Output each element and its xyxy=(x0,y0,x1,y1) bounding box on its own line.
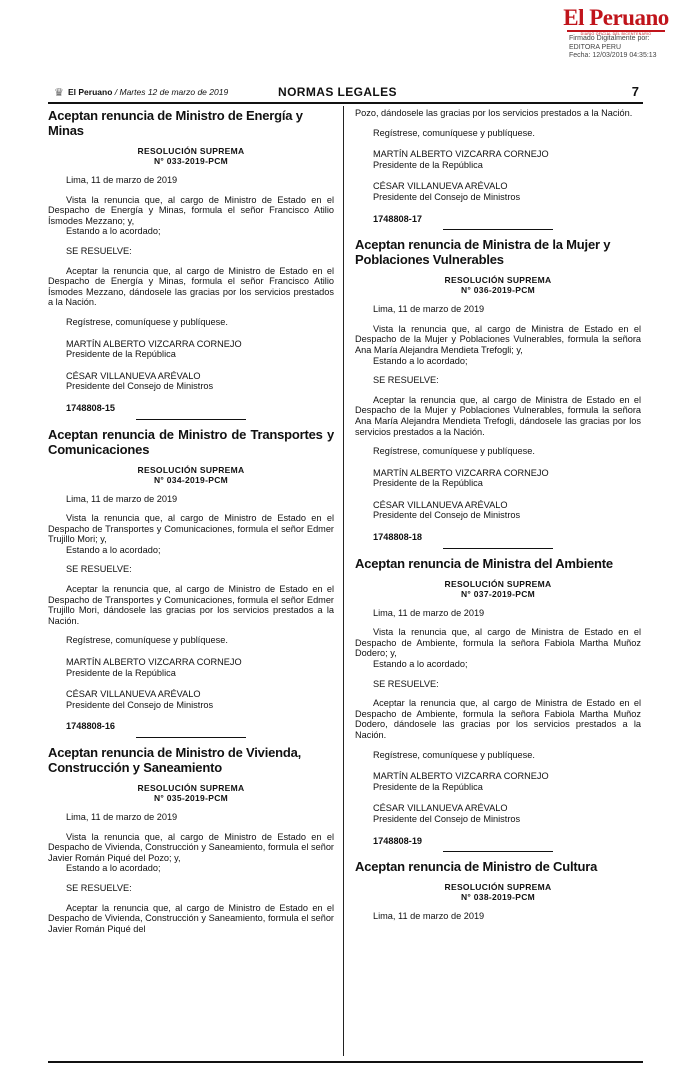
article-cultura xyxy=(355,859,641,922)
digital-signature-stamp xyxy=(569,35,657,61)
article-title: Aceptan renuncia de Ministra del Ambiente xyxy=(355,555,613,571)
pcm-signature xyxy=(355,181,641,202)
resolution-number: N° 037-2019-PCM xyxy=(460,588,536,599)
president-title: Presidente de la República xyxy=(373,159,483,170)
resolution-type: RESOLUCIÓN SUPREMA xyxy=(444,578,552,589)
resolution-type: RESOLUCIÓN SUPREMA xyxy=(137,464,245,475)
signature-line-1: Firmado Digitalmente por: xyxy=(569,35,650,42)
resolves-text: SE RESUELVE: xyxy=(66,245,132,256)
register-text: Regístrese, comuníquese y publíquese. xyxy=(373,749,535,760)
pcm-signature xyxy=(355,500,641,521)
resolution-type: RESOLUCIÓN SUPREMA xyxy=(444,882,552,893)
president-signature xyxy=(48,657,334,678)
publication-date: / Martes 12 de marzo de 2019 xyxy=(112,87,229,97)
resolution-number: N° 034-2019-PCM xyxy=(153,474,229,485)
president-signature xyxy=(355,771,641,792)
considering-text: Vista la renuncia que, al cargo de Ministro de Estado en el Despacho de Transportes y Comunicaciones, formula el señor Edmer Trujillo Mori; y, xyxy=(48,513,334,545)
pcm-name: CÉSAR VILLANUEVA ARÉVALO xyxy=(373,499,508,510)
pcm-name: CÉSAR VILLANUEVA ARÉVALO xyxy=(373,181,508,192)
pcm-title: Presidente del Consejo de Ministros xyxy=(373,813,521,824)
article-text: Aceptar la renuncia que, al cargo de Ministro de Estado en el Despacho de Energía y Minas, formula el señor Francisco Atilio Ísmodes Mezzano, dándosele las gracias por los servicios prestados a la Nación. xyxy=(48,265,334,308)
president-title: Presidente de la República xyxy=(373,478,483,489)
article-text: Aceptar la renuncia que, al cargo de Ministra de Estado en el Despacho de Ambiente, formula la señora Fabiola Martha Muñoz Dodero, dándosele las gracias por los servicios prestados a la Nación. xyxy=(355,698,641,740)
pcm-title: Presidente del Consejo de Ministros xyxy=(373,191,521,202)
president-name: MARTÍN ALBERTO VIZCARRA CORNEJO xyxy=(373,467,549,478)
continuation-text: Pozo, dándosele las gracias por los servicios prestados a la Nación. xyxy=(355,108,633,118)
article-title: Aceptan renuncia de Ministro de Energía y Minas xyxy=(48,108,303,138)
article-title: Aceptan renuncia de Ministro de Transportes y Comunicaciones xyxy=(48,426,334,457)
date-line: Lima, 11 de marzo de 2019 xyxy=(373,607,485,618)
pcm-signature xyxy=(355,803,641,824)
pcm-name: CÉSAR VILLANUEVA ARÉVALO xyxy=(66,370,201,381)
resolution-number: N° 038-2019-PCM xyxy=(460,892,536,903)
pcm-title: Presidente del Consejo de Ministros xyxy=(66,699,214,710)
resolution-type: RESOLUCIÓN SUPREMA xyxy=(137,783,245,793)
page-number: 7 xyxy=(631,84,639,99)
footer-rule xyxy=(48,1061,643,1063)
article-text: Aceptar la renuncia que, al cargo de Ministro de Estado en el Despacho de Transportes y Comunicaciones, formula el señor Edmer Trujillo Mori, dándosele las gracias por los servicios prestados a la Nación. xyxy=(48,584,334,626)
publication-title: El Peruano xyxy=(68,87,113,97)
agreed-text: Estando a lo acordado; xyxy=(373,355,468,366)
signature-line-3: Fecha: 12/03/2019 04:35:13 xyxy=(569,52,657,59)
separator xyxy=(443,229,553,230)
pcm-title: Presidente del Consejo de Ministros xyxy=(373,510,521,521)
agreed-text: Estando a lo acordado; xyxy=(66,863,161,874)
resolution-number: N° 035-2019-PCM xyxy=(153,793,229,803)
article-title: Aceptan renuncia de Ministro de Vivienda, Construcción y Saneamiento xyxy=(48,745,302,775)
right-column xyxy=(355,108,641,1058)
president-title: Presidente de la República xyxy=(66,667,176,678)
article-text: Aceptar la renuncia que, al cargo de Ministro de Estado en el Despacho de Vivienda, Construcción y Saneamiento, formula el señor Javier Román Piqué del xyxy=(48,902,334,934)
coat-of-arms-icon: ♛ xyxy=(54,87,64,99)
resolution-type: RESOLUCIÓN SUPREMA xyxy=(444,275,552,286)
resolution-type: RESOLUCIÓN SUPREMA xyxy=(137,146,245,156)
resolution-number: N° 033-2019-PCM xyxy=(153,156,229,166)
considering-text: Vista la renuncia que, al cargo de Ministra de Estado en el Despacho de Ambiente, formula la señora Fabiola Martha Muñoz Dodero; y, xyxy=(355,627,641,659)
signature-line-2: EDITORA PERU xyxy=(569,43,621,51)
separator xyxy=(136,737,246,738)
president-signature xyxy=(355,149,641,170)
separator xyxy=(136,419,246,420)
register-text: Regístrese, comuníquese y publíquese. xyxy=(373,127,535,138)
article-vivienda xyxy=(48,745,334,934)
resolution-number: N° 036-2019-PCM xyxy=(460,285,536,296)
separator xyxy=(443,548,553,549)
resolves-text: SE RESUELVE: xyxy=(373,375,439,386)
considering-text: Vista la renuncia que, al cargo de Ministro de Estado en el Despacho de Energía y Minas, formula el señor Francisco Atilio Ísmodes Mezzano; y, xyxy=(48,194,334,226)
president-title: Presidente de la República xyxy=(66,349,176,360)
date-line: Lima, 11 de marzo de 2019 xyxy=(66,812,178,822)
pcm-name: CÉSAR VILLANUEVA ARÉVALO xyxy=(66,689,201,700)
pcm-name: CÉSAR VILLANUEVA ARÉVALO xyxy=(373,803,508,814)
president-signature xyxy=(48,339,334,360)
logo-tagline: DIARIO OFICIAL DEL BICENTENARIO xyxy=(580,32,652,36)
page-header xyxy=(48,84,643,104)
agreed-text: Estando a lo acordado; xyxy=(66,544,161,555)
article-mujer xyxy=(355,237,641,549)
date-line: Lima, 11 de marzo de 2019 xyxy=(66,175,178,185)
president-signature xyxy=(355,468,641,489)
register-text: Regístrese, comuníquese y publíquese. xyxy=(66,635,228,646)
article-vivienda-continued xyxy=(355,108,641,230)
article-energia-minas xyxy=(48,108,334,420)
agreed-text: Estando a lo acordado; xyxy=(66,226,161,237)
section-title: NORMAS LEGALES xyxy=(278,85,397,99)
publication-name xyxy=(68,87,228,97)
pcm-signature xyxy=(48,689,334,710)
article-text: Aceptar la renuncia que, al cargo de Ministra de Estado en el Despacho de la Mujer y Poblaciones Vulnerables, formula la señora Ana María Alejandra Mendieta Trefogli, dándosele las gracias por los servicios prestados a la Nación. xyxy=(355,394,641,437)
resolves-text: SE RESUELVE: xyxy=(66,882,132,893)
article-transportes xyxy=(48,427,334,739)
president-title: Presidente de la República xyxy=(373,781,483,792)
president-name: MARTÍN ALBERTO VIZCARRA CORNEJO xyxy=(373,771,549,782)
article-ambiente xyxy=(355,556,641,853)
article-title: Aceptan renuncia de Ministro de Cultura xyxy=(355,859,598,875)
agreed-text: Estando a lo acordado; xyxy=(373,659,468,670)
pcm-title: Presidente del Consejo de Ministros xyxy=(66,381,214,392)
president-name: MARTÍN ALBERTO VIZCARRA CORNEJO xyxy=(66,657,242,668)
date-line: Lima, 11 de marzo de 2019 xyxy=(66,493,178,504)
publication-code: 1748808-15 xyxy=(66,402,116,413)
el-peruano-logo xyxy=(561,6,671,37)
publication-code: 1748808-16 xyxy=(66,721,116,732)
considering-text: Vista la renuncia que, al cargo de Ministro de Estado en el Despacho de Vivienda, Construcción y Saneamiento, formula el señor Javier Román Piqué del Pozo; y, xyxy=(48,831,334,863)
register-text: Regístrese, comuníquese y publíquese. xyxy=(373,446,535,457)
register-text: Regístrese, comuníquese y publíquese. xyxy=(66,316,228,327)
resolves-text: SE RESUELVE: xyxy=(373,678,439,689)
president-name: MARTÍN ALBERTO VIZCARRA CORNEJO xyxy=(66,338,242,349)
date-line: Lima, 11 de marzo de 2019 xyxy=(373,304,485,315)
publication-code: 1748808-17 xyxy=(373,213,423,224)
considering-text: Vista la renuncia que, al cargo de Ministra de Estado en el Despacho de la Mujer y Poblaciones Vulnerables, formula la señora Ana María Alejandra Mendieta Trefogli; y, xyxy=(355,323,641,355)
president-name: MARTÍN ALBERTO VIZCARRA CORNEJO xyxy=(373,149,549,160)
date-line: Lima, 11 de marzo de 2019 xyxy=(373,911,485,922)
publication-code: 1748808-19 xyxy=(373,835,423,846)
logo-name: El Peruano xyxy=(563,5,669,30)
column-divider xyxy=(343,106,344,1056)
publication-code: 1748808-18 xyxy=(373,532,423,543)
article-title: Aceptan renuncia de Ministra de la Mujer y Poblaciones Vulnerables xyxy=(355,237,611,268)
pcm-signature xyxy=(48,371,334,392)
resolves-text: SE RESUELVE: xyxy=(66,564,132,575)
left-column xyxy=(48,108,334,1058)
separator xyxy=(443,851,553,852)
